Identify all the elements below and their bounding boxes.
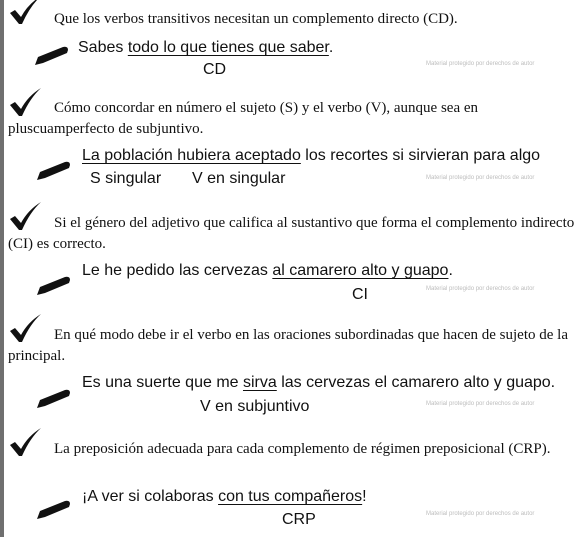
watermark: Material protegido por derechos de autor — [426, 401, 535, 407]
example-pre: Sabes — [78, 39, 128, 56]
example-pre: ¡A ver si colaboras — [82, 488, 219, 505]
example-underlined: La población hubiera aceptado — [82, 147, 301, 164]
watermark: Material protegido por derechos de autor — [426, 61, 535, 67]
watermark: Material protegido por derechos de autor — [426, 286, 535, 292]
example-post: . — [448, 262, 453, 279]
watermark: Material protegido por derechos de autor — [426, 511, 535, 517]
checklist-item — [0, 0, 587, 88]
checklist-item — [0, 310, 587, 426]
example-sentence — [82, 373, 555, 393]
grammar-label: S singular — [90, 170, 162, 187]
pencil-icon — [33, 45, 69, 67]
example-underlined: sirva — [242, 374, 277, 391]
checkmark-icon — [8, 0, 42, 26]
grammar-label: V en subjuntivo — [200, 398, 310, 415]
checklist-item — [0, 426, 587, 537]
example-sentence — [82, 146, 540, 166]
rule-text: En qué modo debe ir el verbo en las oraciones subordinadas que hacen de sujeto de la principal. — [8, 327, 568, 364]
pencil-icon — [35, 388, 71, 410]
grammar-label: CD — [203, 61, 227, 78]
pencil-icon — [35, 275, 71, 297]
rule-text: Que los verbos transitivos necesitan un complemento directo (CD). — [54, 11, 458, 27]
pencil-icon — [35, 160, 71, 182]
rule-text: Cómo concordar en número el sujeto (S) y el verbo (V), aunque sea en pluscuamperfecto de subjuntivo. — [8, 100, 479, 137]
example-pre: Es una suerte que me — [82, 374, 243, 391]
example-post: las cervezas el camarero alto y guapo. — [276, 374, 556, 391]
pencil-icon — [35, 499, 71, 521]
grammar-label: CRP — [282, 511, 316, 528]
example-sentence — [82, 487, 367, 507]
example-post: ! — [362, 488, 367, 505]
checklist-item — [0, 198, 587, 310]
example-pre: Le he pedido las cervezas — [82, 262, 273, 279]
example-sentence — [82, 261, 453, 281]
watermark: Material protegido por derechos de autor — [426, 175, 535, 181]
grammar-label: CI — [352, 286, 368, 303]
example-underlined: todo lo que tienes que saber — [127, 39, 329, 56]
example-post: . — [328, 39, 334, 56]
example-underlined: con tus compañeros — [218, 488, 363, 505]
example-underlined: al camarero alto y guapo — [272, 262, 449, 279]
checklist-item — [0, 88, 587, 198]
grammar-label: V en singular — [192, 170, 286, 187]
rule-text: La preposición adecuada para cada complemento de régimen preposicional (CRP). — [54, 441, 551, 457]
example-sentence — [78, 38, 333, 58]
rule-text: Si el género del adjetivo que califica al sustantivo que forma el complemento indirecto (CI) es correcto. — [8, 215, 575, 252]
example-post: los recortes si sirvieran para algo — [300, 147, 541, 164]
